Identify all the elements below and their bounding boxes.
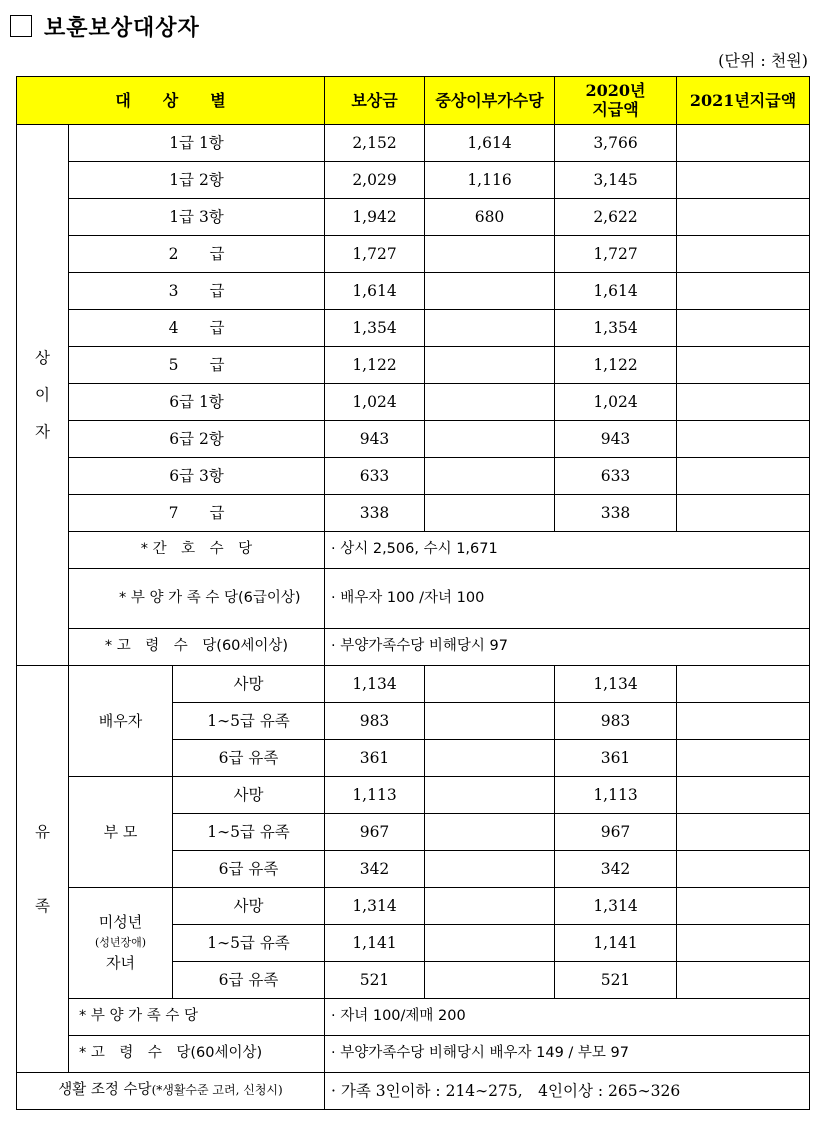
- table-row: [17, 162, 810, 199]
- group-label-injured: 상 이 자: [17, 125, 69, 666]
- unit-note: (단위 : 천원): [718, 51, 808, 70]
- severe-allowance-cell: [425, 347, 555, 384]
- severe-allowance-cell: [425, 421, 555, 458]
- grade-cell: 6급 1항: [69, 384, 325, 421]
- grade-cell: 1급 1항: [69, 125, 325, 162]
- compensation-cell: 1,141: [325, 925, 425, 962]
- paid-2020-cell: 983: [555, 703, 677, 740]
- severe-allowance-cell: 680: [425, 199, 555, 236]
- paid-2020-cell: 361: [555, 740, 677, 777]
- paid-2020-cell: 338: [555, 495, 677, 532]
- header-category: 대 상 별: [17, 77, 325, 125]
- table-row: [17, 777, 810, 814]
- severe-allowance-cell: [425, 814, 555, 851]
- table-row: [17, 125, 810, 162]
- grade-cell: 5 급: [69, 347, 325, 384]
- living-allowance-label: [17, 1073, 325, 1110]
- compensation-cell: 2,029: [325, 162, 425, 199]
- header-2020: 2020년 지급액: [555, 77, 677, 125]
- paid-2020-cell: 1,122: [555, 347, 677, 384]
- type-cell: 1∼5급 유족: [173, 925, 325, 962]
- table-row: [17, 273, 810, 310]
- compensation-table: [16, 76, 810, 1110]
- severe-allowance-cell: [425, 703, 555, 740]
- grade-cell: 6급 3항: [69, 458, 325, 495]
- header-2021: 2021년지급액: [677, 77, 810, 125]
- compensation-cell: 1,354: [325, 310, 425, 347]
- note-row: [17, 629, 810, 666]
- type-cell: 6급 유족: [173, 851, 325, 888]
- paid-2021-cell: [677, 666, 810, 703]
- header-compensation: 보상금: [325, 77, 425, 125]
- note-value: · 자녀 100/제매 200: [325, 999, 810, 1036]
- table-row: [17, 384, 810, 421]
- grade-cell: 2 급: [69, 236, 325, 273]
- severe-allowance-cell: [425, 666, 555, 703]
- note-row: [17, 569, 810, 629]
- living-allowance-condition: (*생활수준 고려, 신청시): [151, 1083, 283, 1098]
- paid-2021-cell: [677, 458, 810, 495]
- paid-2020-cell: 3,145: [555, 162, 677, 199]
- compensation-cell: 1,942: [325, 199, 425, 236]
- header-severe-allowance: 중상이부가수당: [425, 77, 555, 125]
- compensation-cell: 338: [325, 495, 425, 532]
- compensation-cell: 1,113: [325, 777, 425, 814]
- relation-label: [69, 888, 173, 999]
- severe-allowance-cell: [425, 962, 555, 999]
- table-row: [17, 458, 810, 495]
- paid-2021-cell: [677, 777, 810, 814]
- note-row: [17, 532, 810, 569]
- type-cell: 사망: [173, 777, 325, 814]
- grade-cell: 7 급: [69, 495, 325, 532]
- paid-2021-cell: [677, 125, 810, 162]
- table-row: [17, 666, 810, 703]
- compensation-cell: 943: [325, 421, 425, 458]
- type-cell: 사망: [173, 888, 325, 925]
- type-cell: 6급 유족: [173, 740, 325, 777]
- compensation-cell: 1,134: [325, 666, 425, 703]
- type-cell: 1∼5급 유족: [173, 814, 325, 851]
- table-row: [17, 347, 810, 384]
- type-cell: 사망: [173, 666, 325, 703]
- paid-2021-cell: [677, 740, 810, 777]
- severe-allowance-cell: [425, 273, 555, 310]
- compensation-cell: 2,152: [325, 125, 425, 162]
- table-row: [17, 888, 810, 925]
- paid-2020-cell: 521: [555, 962, 677, 999]
- living-allowance-row: [17, 1073, 810, 1110]
- grade-cell: 4 급: [69, 310, 325, 347]
- type-cell: 6급 유족: [173, 962, 325, 999]
- compensation-cell: 361: [325, 740, 425, 777]
- severe-allowance-cell: [425, 310, 555, 347]
- severe-allowance-cell: [425, 888, 555, 925]
- paid-2020-cell: 967: [555, 814, 677, 851]
- severe-allowance-cell: [425, 851, 555, 888]
- severe-allowance-cell: [425, 777, 555, 814]
- note-value: · 부양가족수당 비해당시 97: [325, 629, 810, 666]
- paid-2021-cell: [677, 236, 810, 273]
- paid-2021-cell: [677, 851, 810, 888]
- compensation-cell: 1,024: [325, 384, 425, 421]
- severe-allowance-cell: [425, 384, 555, 421]
- note-value: · 상시 2,506, 수시 1,671: [325, 532, 810, 569]
- header-row: [17, 77, 810, 125]
- paid-2020-cell: 633: [555, 458, 677, 495]
- compensation-cell: 521: [325, 962, 425, 999]
- note-value: · 부양가족수당 비해당시 배우자 149 / 부모 97: [325, 1036, 810, 1073]
- note-value: · 배우자 100 /자녀 100: [325, 569, 810, 629]
- paid-2020-cell: 1,113: [555, 777, 677, 814]
- relation-label: [69, 666, 173, 777]
- title-area: [10, 6, 200, 46]
- paid-2021-cell: [677, 888, 810, 925]
- paid-2021-cell: [677, 273, 810, 310]
- grade-cell: 1급 3항: [69, 199, 325, 236]
- note-row: [17, 999, 810, 1036]
- grade-cell: 6급 2항: [69, 421, 325, 458]
- paid-2021-cell: [677, 199, 810, 236]
- relation-label-main: 미성년: [98, 913, 143, 932]
- paid-2020-cell: 3,766: [555, 125, 677, 162]
- note-row: [17, 1036, 810, 1073]
- type-cell: 1∼5급 유족: [173, 703, 325, 740]
- checkbox-square-icon: [10, 15, 32, 37]
- paid-2021-cell: [677, 703, 810, 740]
- paid-2021-cell: [677, 347, 810, 384]
- severe-allowance-cell: [425, 925, 555, 962]
- severe-allowance-cell: 1,116: [425, 162, 555, 199]
- table-row: [17, 421, 810, 458]
- paid-2020-cell: 2,622: [555, 199, 677, 236]
- relation-label-secondary: 자녀: [106, 953, 135, 972]
- severe-allowance-cell: [425, 236, 555, 273]
- compensation-cell: 1,727: [325, 236, 425, 273]
- table-row: [17, 310, 810, 347]
- grade-cell: 1급 2항: [69, 162, 325, 199]
- paid-2020-cell: 1,134: [555, 666, 677, 703]
- paid-2020-cell: 342: [555, 851, 677, 888]
- paid-2021-cell: [677, 925, 810, 962]
- page-title: 보훈보상대상자: [44, 14, 200, 41]
- paid-2021-cell: [677, 310, 810, 347]
- paid-2020-cell: 1,314: [555, 888, 677, 925]
- living-allowance-value: · 가족 3인이하 : 214∼275, 4인이상 : 265∼326: [325, 1073, 810, 1110]
- paid-2020-cell: 1,024: [555, 384, 677, 421]
- paid-2021-cell: [677, 421, 810, 458]
- paid-2021-cell: [677, 162, 810, 199]
- note-label: * 부 양 가 족 수 당(6급이상): [69, 569, 325, 629]
- paid-2020-cell: 1,614: [555, 273, 677, 310]
- relation-label: [69, 777, 173, 888]
- paid-2021-cell: [677, 495, 810, 532]
- relation-label-main: 배우자: [98, 711, 143, 730]
- relation-label-main: 부 모: [103, 822, 138, 841]
- compensation-cell: 1,314: [325, 888, 425, 925]
- note-label: * 고 령 수 당(60세이상): [69, 1036, 325, 1073]
- compensation-cell: 1,614: [325, 273, 425, 310]
- paid-2020-cell: 1,141: [555, 925, 677, 962]
- paid-2020-cell: 1,727: [555, 236, 677, 273]
- compensation-cell: 1,122: [325, 347, 425, 384]
- compensation-cell: 983: [325, 703, 425, 740]
- note-label: * 부 양 가 족 수 당: [69, 999, 325, 1036]
- note-label: * 간 호 수 당: [69, 532, 325, 569]
- compensation-cell: 967: [325, 814, 425, 851]
- severe-allowance-cell: [425, 458, 555, 495]
- note-label: * 고 령 수 당(60세이상): [69, 629, 325, 666]
- severe-allowance-cell: 1,614: [425, 125, 555, 162]
- table-row: [17, 495, 810, 532]
- table-row: [17, 236, 810, 273]
- grade-cell: 3 급: [69, 273, 325, 310]
- table-row: [17, 199, 810, 236]
- paid-2020-cell: 1,354: [555, 310, 677, 347]
- paid-2021-cell: [677, 962, 810, 999]
- paid-2020-cell: 943: [555, 421, 677, 458]
- compensation-cell: 342: [325, 851, 425, 888]
- relation-label-sub: (성년장애): [94, 936, 147, 950]
- living-allowance-main: 생활 조정 수당: [58, 1082, 152, 1099]
- paid-2021-cell: [677, 384, 810, 421]
- compensation-cell: 633: [325, 458, 425, 495]
- group-label-bereaved: 유 족: [17, 666, 69, 1073]
- severe-allowance-cell: [425, 495, 555, 532]
- severe-allowance-cell: [425, 740, 555, 777]
- paid-2021-cell: [677, 814, 810, 851]
